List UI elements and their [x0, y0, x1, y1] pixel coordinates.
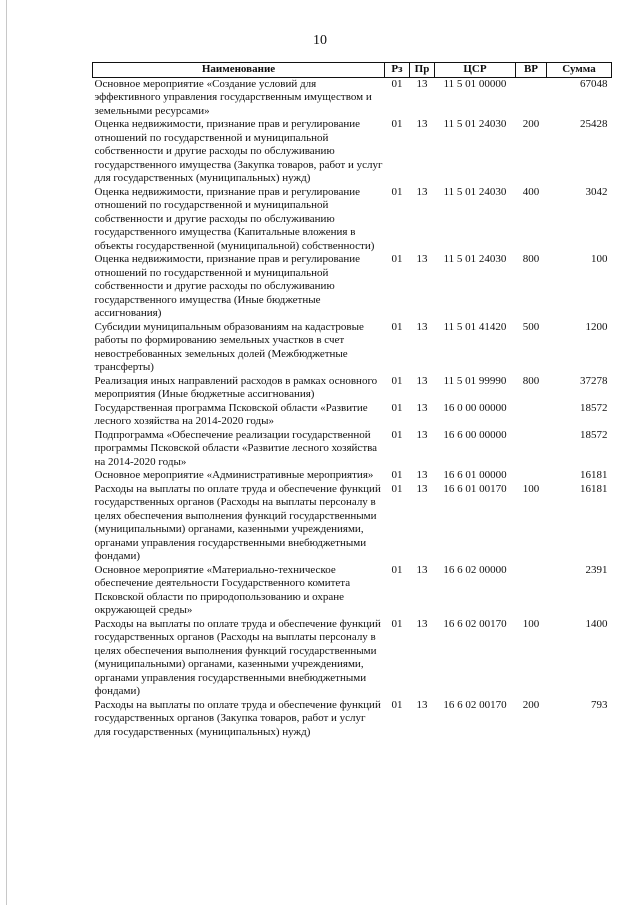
table-row: [93, 375, 612, 402]
header-sum: Сумма: [547, 63, 612, 78]
header-pr: Пр: [410, 63, 435, 78]
table-body: [93, 77, 612, 739]
cell-vr: 200: [522, 698, 540, 711]
cell-csr: 16 6 02 00170: [443, 698, 507, 711]
table-row: [93, 699, 612, 740]
cell-pr: 13: [416, 401, 428, 414]
cell-csr: 16 6 01 00170: [443, 482, 507, 495]
cell-name: Основное мероприятие «Материально-техническое обеспечение деятельности Государственного комитета Псковской области по природопользованию и охране окружающей среды»: [94, 563, 351, 616]
cell-csr: 11 5 01 00000: [443, 77, 507, 90]
cell-pr: 13: [416, 469, 428, 481]
cell-rz: 01: [391, 698, 403, 711]
cell-vr: 400: [522, 185, 540, 198]
table-row: [93, 77, 612, 118]
cell-vr: [516, 469, 547, 483]
cell-vr: 100: [522, 617, 540, 630]
cell-pr: 13: [416, 320, 428, 333]
header-vr: ВР: [516, 63, 547, 78]
cell-vr: [516, 564, 547, 618]
cell-vr: 100: [522, 482, 540, 495]
header-csr: ЦСР: [435, 63, 516, 78]
page-number: 10: [313, 33, 327, 48]
cell-name: Оценка недвижимости, признание прав и регулирование отношений по государственной и муниципальной собственности и другие расходы по обслуживанию государственного имущества (Закупка товаров, работ и услуг для государственных (муниципальных) нужд): [94, 118, 383, 184]
cell-name: Подпрограмма «Обеспечение реализации государственной программы Псковской области «Развитие лесного хозяйства на 2014-2020 годы»: [94, 428, 378, 468]
cell-sum: 18572: [580, 428, 608, 441]
cell-pr: 13: [416, 617, 428, 630]
cell-name: Субсидии муниципальным образованиям на кадастровые работы по формированию земельных участков в счет невостребованных земельных долей (Межбюджетные трансферты): [94, 320, 364, 373]
cell-csr: 11 5 01 24030: [443, 253, 507, 265]
cell-rz: 01: [391, 185, 403, 198]
cell-csr: 16 0 00 00000: [443, 401, 507, 414]
cell-name: Основное мероприятие «Создание условий для эффективного управления государственным имуществом и земельными ресурсами»: [94, 77, 372, 117]
cell-csr: 11 5 01 99990: [443, 374, 507, 387]
cell-rz: 01: [391, 253, 403, 265]
cell-sum: 16181: [580, 469, 608, 481]
cell-rz: 01: [391, 469, 403, 481]
cell-pr: 13: [416, 482, 428, 495]
cell-rz: 01: [391, 428, 403, 441]
table-row: [93, 429, 612, 470]
cell-csr: 16 6 02 00000: [443, 563, 507, 576]
cell-sum: 3042: [585, 185, 608, 198]
cell-pr: 13: [416, 374, 428, 387]
cell-pr: 13: [416, 185, 428, 198]
cell-pr: 13: [416, 698, 428, 711]
cell-rz: 01: [391, 401, 403, 414]
header-rz: Рз: [385, 63, 410, 78]
cell-vr: [516, 77, 547, 118]
cell-sum: 793: [591, 698, 608, 711]
cell-vr: 800: [522, 253, 540, 265]
cell-sum: 18572: [580, 401, 608, 414]
cell-pr: 13: [416, 428, 428, 441]
table-row: [93, 402, 612, 429]
cell-name: Оценка недвижимости, признание прав и регулирование отношений по государственной и муниципальной собственности и другие расходы по обслуживанию государственного имущества (Капитальные вложения в объекты государственной (муниципальной) собственности): [94, 185, 375, 252]
cell-pr: 13: [416, 563, 428, 576]
cell-csr: 16 6 01 00000: [443, 469, 507, 481]
cell-rz: 01: [391, 118, 403, 130]
cell-pr: 13: [416, 118, 428, 130]
cell-sum: 25428: [580, 118, 608, 130]
cell-name: Реализация иных направлений расходов в рамках основного мероприятия (Иные бюджетные ассигнования): [94, 374, 378, 400]
cell-rz: 01: [391, 482, 403, 495]
cell-name: Государственная программа Псковской области «Развитие лесного хозяйства на 2014-2020 годы»: [94, 401, 368, 427]
cell-sum: 1200: [585, 320, 608, 333]
cell-rz: 01: [391, 563, 403, 576]
table-row: [93, 253, 612, 321]
cell-sum: 37278: [580, 374, 608, 387]
cell-pr: 13: [416, 253, 428, 265]
cell-vr: [516, 402, 547, 429]
cell-sum: 1400: [585, 617, 608, 630]
cell-csr: 11 5 01 41420: [443, 320, 507, 333]
cell-name: Расходы на выплаты по оплате труда и обеспечение функций государственных органов (Расходы на выплаты персоналу в целях обеспечения выполнения функций государственными (муниципальными) органами, казенными учреждениями, органами управления государственными внебюджетными фондами): [94, 482, 381, 562]
cell-sum: 2391: [585, 563, 608, 576]
cell-name: Расходы на выплаты по оплате труда и обеспечение функций государственных органов (Расходы на выплаты персоналу в целях обеспечения выполнения функций государственными (муниципальными) органами, казенными учреждениями, органами управления государственными внебюджетными фондами): [94, 617, 381, 697]
cell-rz: 01: [391, 320, 403, 333]
header-name: Наименование: [93, 63, 385, 78]
cell-rz: 01: [391, 374, 403, 387]
cell-sum: 100: [591, 253, 608, 265]
page-edge-line: [6, 0, 7, 905]
cell-rz: 01: [391, 77, 403, 90]
table-row: [93, 321, 612, 375]
cell-csr: 11 5 01 24030: [443, 185, 507, 198]
cell-sum: 16181: [580, 482, 608, 495]
cell-vr: 200: [522, 118, 540, 130]
cell-csr: 11 5 01 24030: [443, 118, 507, 130]
table-row: [93, 564, 612, 618]
table-row: [93, 118, 612, 186]
cell-csr: 16 6 02 00170: [443, 617, 507, 630]
table-row: [93, 618, 612, 699]
cell-vr: 800: [522, 374, 540, 387]
cell-sum: 67048: [580, 77, 608, 90]
cell-name: Основное мероприятие «Административные мероприятия»: [94, 469, 374, 481]
cell-rz: 01: [391, 617, 403, 630]
table-row: [93, 483, 612, 564]
table-row: [93, 469, 612, 483]
cell-name: Расходы на выплаты по оплате труда и обеспечение функций государственных органов (Закупка товаров, работ и услуг для государственных (муниципальных) нужд): [94, 698, 381, 738]
table-row: [93, 186, 612, 254]
cell-pr: 13: [416, 77, 428, 90]
table-header-row: [93, 63, 612, 78]
budget-table: [92, 62, 612, 739]
cell-vr: 500: [522, 320, 540, 333]
cell-vr: [516, 429, 547, 470]
cell-csr: 16 6 00 00000: [443, 428, 507, 441]
cell-name: Оценка недвижимости, признание прав и регулирование отношений по государственной и муниципальной собственности и другие расходы по обслуживанию государственного имущества (Иные бюджетные ассигнования): [94, 253, 361, 319]
